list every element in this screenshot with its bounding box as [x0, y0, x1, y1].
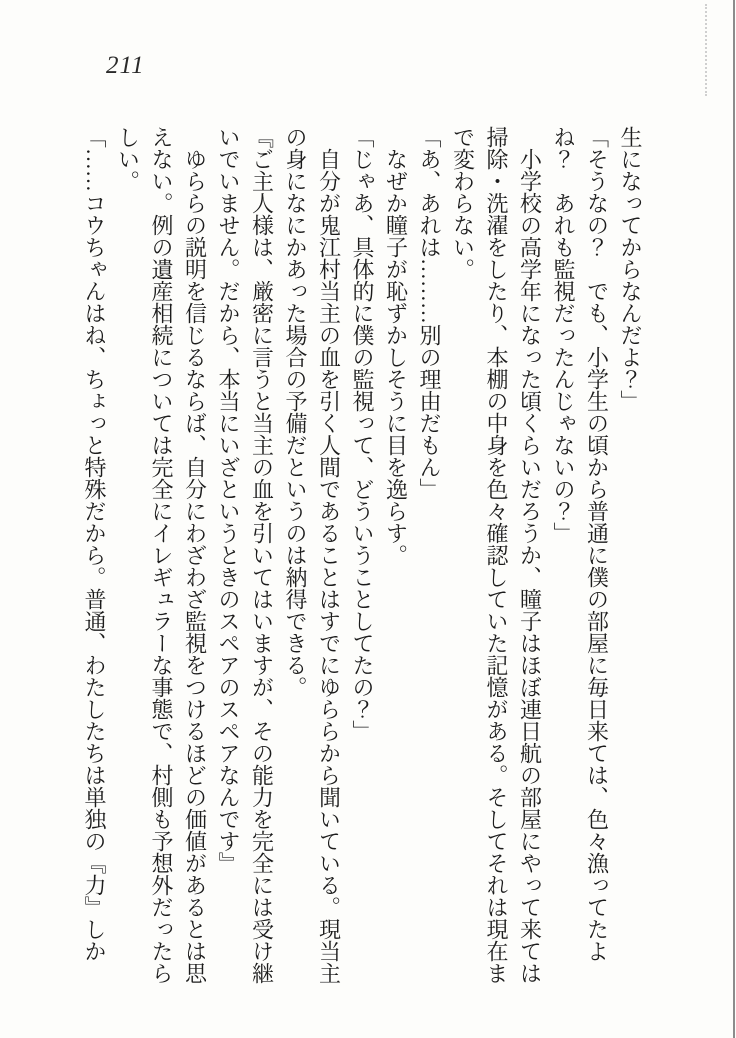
paragraph: 「じゃあ、具体的に僕の監視って、どういうことしてたの？」 [350, 126, 375, 742]
page-edge-line [733, 0, 735, 1038]
paragraph: 『ご主人様は、厳密に言うと当主の血を引いてはいますが、その能力を完全には受け継いでいません。だから、本当にいざというときのスペアのスペアなんです』 [216, 126, 275, 984]
paragraph: 「あ、あれは………別の理由だもん」 [417, 126, 442, 500]
paragraph: ゆららの説明を信じるならば、自分にわざわざ監視をつけるほどの価値があるとは思えない。例の遺産相続については完全にイレギュラーな事態で、村側も予想外だったらしい。 [115, 126, 208, 984]
scan-artifact-dots [705, 4, 707, 96]
body-text [78, 126, 648, 990]
paragraph: 自分が鬼江村当主の血を引く人間であることはすでにゆららから聞いている。現当主の身になにかあった場合の予備だというのは納得できる。 [283, 126, 342, 984]
paragraph: 「……コウちゃんはね、ちょっと特殊だから。普通、わたしたちは単独の『力』しか [82, 126, 107, 962]
page-number: 211 [106, 52, 145, 79]
paragraph: なぜか瞳子が恥ずかしそうに目を逸らす。 [383, 148, 409, 566]
paragraph: 「そうなの？ でも、小学生の頃から普通に僕の部屋に毎日来ては、色々漁ってたよね？ あれも監視だったんじゃないの？」 [551, 126, 610, 962]
paragraph: 小学校の高学年になった頃くらいだろうか、瞳子はほぼ連日航の部屋にやって来ては掃除・洗濯をしたり、本棚の中身を色々確認していた記憶がある。そしてそれは現在まで変わらない。 [450, 126, 543, 984]
paragraph: 生になってからなんだよ？」 [618, 126, 643, 412]
